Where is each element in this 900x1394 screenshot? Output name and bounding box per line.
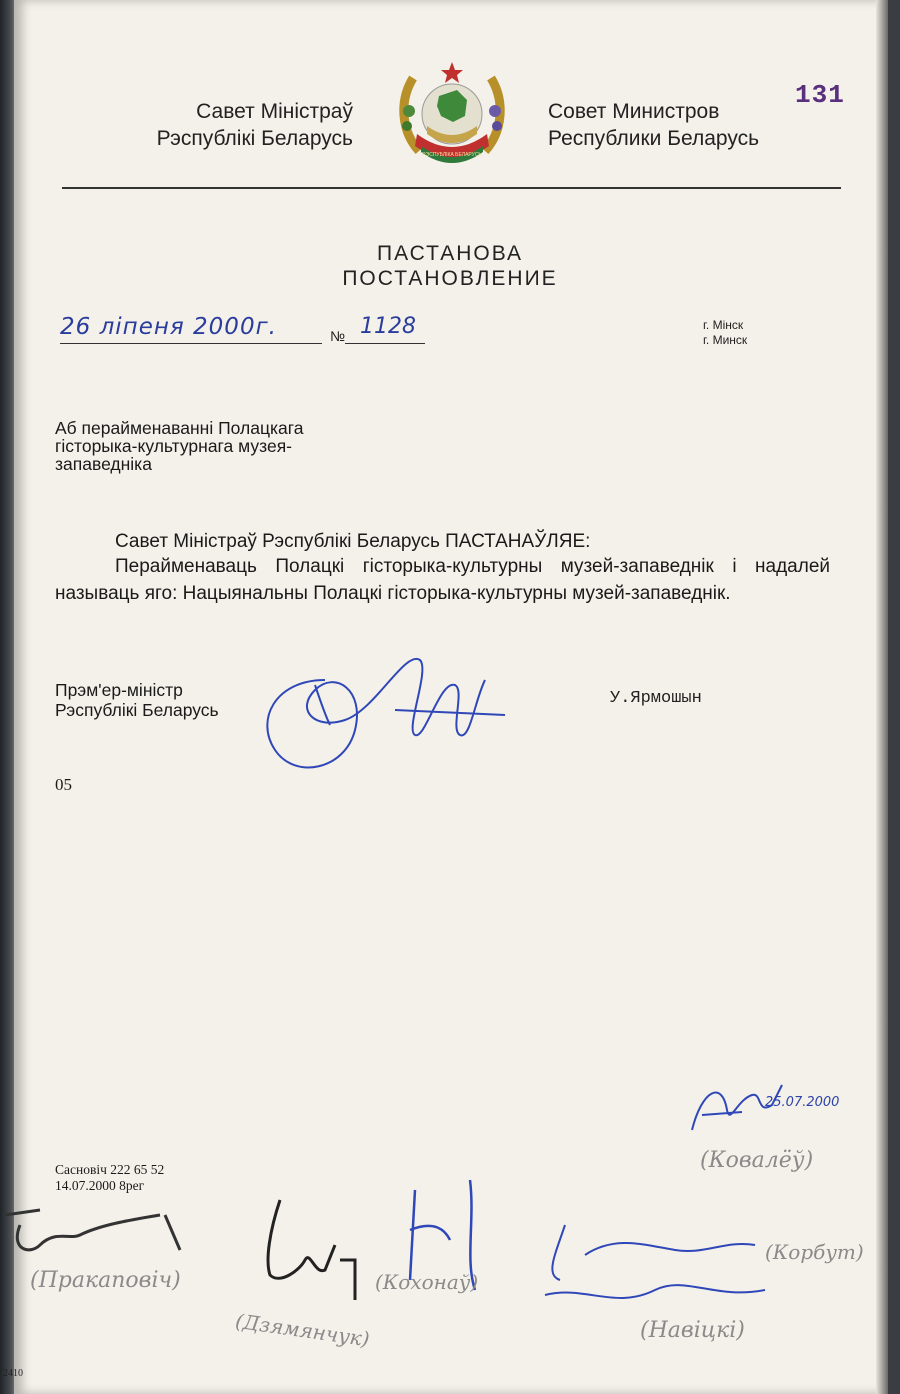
executor-name-phone: Сасновіч 222 65 52 (55, 1162, 165, 1177)
resolution-intro: Савет Міністраў Рэспублікі Беларусь ПАСТАНАЎЛЯЕ: (115, 531, 591, 552)
signatory-position (55, 680, 219, 720)
date-underline (60, 343, 322, 344)
approval-signature-korbut (525, 1215, 785, 1325)
number-underline (345, 343, 425, 344)
approval-signature-prakapovich (0, 1195, 200, 1265)
approval-label-naviki: (Навіцкі) (640, 1318, 745, 1343)
city-russian: г. Минск (703, 333, 748, 347)
header-org-belarusian (113, 98, 353, 152)
approval-label-prakapovich: (Пракаповіч) (30, 1268, 181, 1293)
executor-info (55, 1162, 164, 1194)
resolution-paragraph: Перайменаваць Полацкі гісторыка-культурны музей-запаведнік і надалей называць яго: Нацыянальны Полацкі гісторыка-культурны музей-запаведнік. (55, 556, 830, 604)
executor-date-reg: 14.07.2000 8рег (55, 1178, 145, 1193)
org-ru-line2: Республики Беларусь (548, 127, 760, 150)
org-by-line1: Савет Міністраў (196, 100, 353, 123)
kovalev-date: 25.07.2000 (765, 1095, 840, 1110)
title-belarusian: ПАСТАНОВА (376, 242, 524, 265)
archive-page-number: 131 (795, 80, 845, 110)
distribution-code: 05 (55, 775, 72, 794)
header-org-russian (548, 98, 808, 152)
city-belarusian: г. Мінск (703, 318, 744, 332)
city (703, 318, 747, 348)
side-stamp-number: 2410 (3, 1368, 23, 1379)
handwritten-number: 1128 (360, 314, 416, 339)
position-line1: Прэм'ер-міністр (55, 680, 183, 700)
org-by-line2: Рэспублікі Беларусь (156, 127, 353, 150)
position-line2: Рэспублікі Беларусь (55, 700, 219, 720)
document-subject: Аб перайменаванні Полацкага гісторыка-культурнага музея-запаведніка (55, 418, 304, 474)
org-ru-line1: Совет Министров (548, 100, 720, 123)
approval-label-korbut: (Корбут) (765, 1240, 864, 1264)
number-sign: № (330, 328, 346, 344)
approval-label-kakhanau: (Кохонаў) (375, 1270, 479, 1294)
state-emblem-icon (397, 56, 507, 168)
approval-label-dzyamyanchuk: (Дзямянчук) (233, 1308, 372, 1352)
emblem-ribbon-text: РЭСПУБЛІКА БЕЛАРУСЬ (422, 152, 482, 158)
approval-signature-dzyamyanchuk (255, 1190, 375, 1300)
handwritten-date: 26 ліпеня 2000г. (60, 314, 277, 340)
signatory-name: У.Ярмошын (610, 689, 702, 708)
document-title (300, 241, 600, 291)
header-divider (62, 187, 841, 189)
title-russian: ПОСТАНОВЛЕНИЕ (342, 267, 558, 290)
prime-minister-signature (255, 640, 515, 780)
page-edge (876, 0, 888, 1394)
approval-label-kovalev: (Ковалёў) (700, 1148, 814, 1173)
